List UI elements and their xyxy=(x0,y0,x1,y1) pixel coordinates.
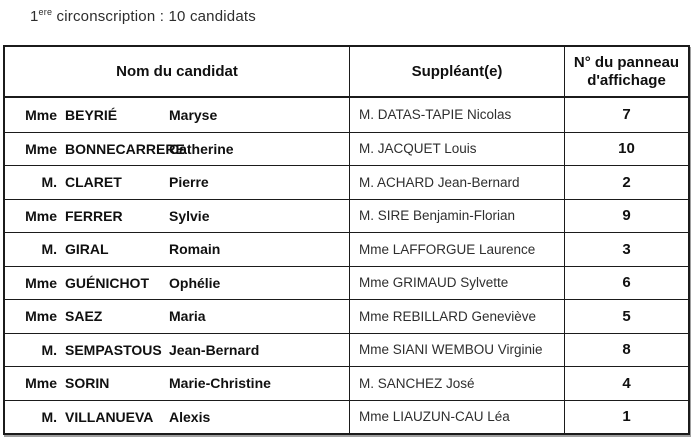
substitute-cell: Mme REBILLARD Geneviève xyxy=(349,300,565,333)
table-row xyxy=(5,199,688,233)
candidate-cell xyxy=(5,267,349,300)
table-row xyxy=(5,400,688,434)
candidate-civility: Mme xyxy=(25,375,57,392)
candidate-civility: M. xyxy=(41,174,57,191)
candidate-cell xyxy=(5,200,349,233)
panel-number: 2 xyxy=(622,173,631,191)
header-panel-number: N° du panneau d'affichage xyxy=(573,53,680,89)
candidate-last-name: SAEZ xyxy=(65,308,103,325)
table-row xyxy=(5,165,688,199)
candidate-cell xyxy=(5,334,349,367)
substitute-cell: Mme LAFFORGUE Laurence xyxy=(349,233,565,266)
candidate-cell xyxy=(5,401,349,434)
substitute-cell: Mme SIANI WEMBOU Virginie xyxy=(349,334,565,367)
panel-number: 3 xyxy=(622,240,631,258)
candidate-last-name: BONNECARRERE xyxy=(65,140,185,157)
table-row xyxy=(5,232,688,266)
substitute-cell: Mme LIAUZUN-CAU Léa xyxy=(349,401,565,434)
candidate-civility: Mme xyxy=(25,140,57,157)
panel-number: 7 xyxy=(622,106,631,124)
candidate-last-name: SEMPASTOUS xyxy=(65,341,162,358)
candidate-cell xyxy=(5,233,349,266)
table-row xyxy=(5,98,688,132)
candidate-civility: M. xyxy=(41,241,57,258)
header-candidate-name: Nom du candidat xyxy=(116,62,238,80)
candidate-first-name: Ophélie xyxy=(169,274,221,291)
candidate-last-name: GUÉNICHOT xyxy=(65,274,149,291)
substitute-cell: M. DATAS-TAPIE Nicolas xyxy=(349,98,565,132)
candidates-table xyxy=(3,45,690,435)
candidate-civility: Mme xyxy=(25,106,57,123)
candidate-first-name: Alexis xyxy=(169,408,211,425)
header-substitute: Suppléant(e) xyxy=(349,47,565,96)
candidate-first-name: Jean-Bernard xyxy=(169,341,260,358)
candidate-civility: M. xyxy=(41,408,57,425)
candidate-last-name: FERRER xyxy=(65,207,123,224)
table-row xyxy=(5,132,688,166)
candidate-cell xyxy=(5,98,349,132)
substitute-cell: M. SIRE Benjamin-Florian xyxy=(349,200,565,233)
substitute-cell: M. SANCHEZ José xyxy=(349,367,565,400)
table-row xyxy=(5,366,688,400)
candidate-first-name: Pierre xyxy=(169,174,209,191)
candidate-last-name: BEYRIÉ xyxy=(65,106,118,123)
substitute-cell: M. ACHARD Jean-Bernard xyxy=(349,166,565,199)
table-row xyxy=(5,333,688,367)
panel-number: 4 xyxy=(622,374,631,392)
candidate-last-name: VILLANUEVA xyxy=(65,408,154,425)
panel-number: 9 xyxy=(622,207,631,225)
title-ordinal-suffix: ere xyxy=(38,7,53,17)
candidate-civility: M. xyxy=(41,341,57,358)
candidate-first-name: Maria xyxy=(169,308,206,325)
candidate-last-name: GIRAL xyxy=(65,241,109,258)
candidate-first-name: Romain xyxy=(169,241,221,258)
candidate-cell xyxy=(5,300,349,333)
candidate-cell xyxy=(5,367,349,400)
title-number: 1 xyxy=(30,8,39,25)
candidate-last-name: CLARET xyxy=(65,174,122,191)
panel-number: 8 xyxy=(622,341,631,359)
candidate-first-name: Sylvie xyxy=(169,207,210,224)
panel-number: 5 xyxy=(622,307,631,325)
substitute-cell: M. JACQUET Louis xyxy=(349,133,565,166)
candidate-cell xyxy=(5,166,349,199)
candidate-civility: Mme xyxy=(25,308,57,325)
title-text: circonscription : 10 candidats xyxy=(52,8,256,25)
candidate-first-name: Maryse xyxy=(169,106,218,123)
candidate-civility: Mme xyxy=(25,207,57,224)
candidate-cell xyxy=(5,133,349,166)
substitute-cell: Mme GRIMAUD Sylvette xyxy=(349,267,565,300)
panel-number: 6 xyxy=(622,274,631,292)
table-row xyxy=(5,299,688,333)
candidate-first-name: Marie-Christine xyxy=(169,375,271,392)
candidate-last-name: SORIN xyxy=(65,375,110,392)
page-title xyxy=(30,7,256,25)
table-row xyxy=(5,266,688,300)
table-header-row xyxy=(5,47,688,98)
candidate-civility: Mme xyxy=(25,274,57,291)
panel-number: 10 xyxy=(618,140,635,158)
panel-number: 1 xyxy=(622,408,631,426)
candidate-first-name: Catherine xyxy=(169,140,234,157)
